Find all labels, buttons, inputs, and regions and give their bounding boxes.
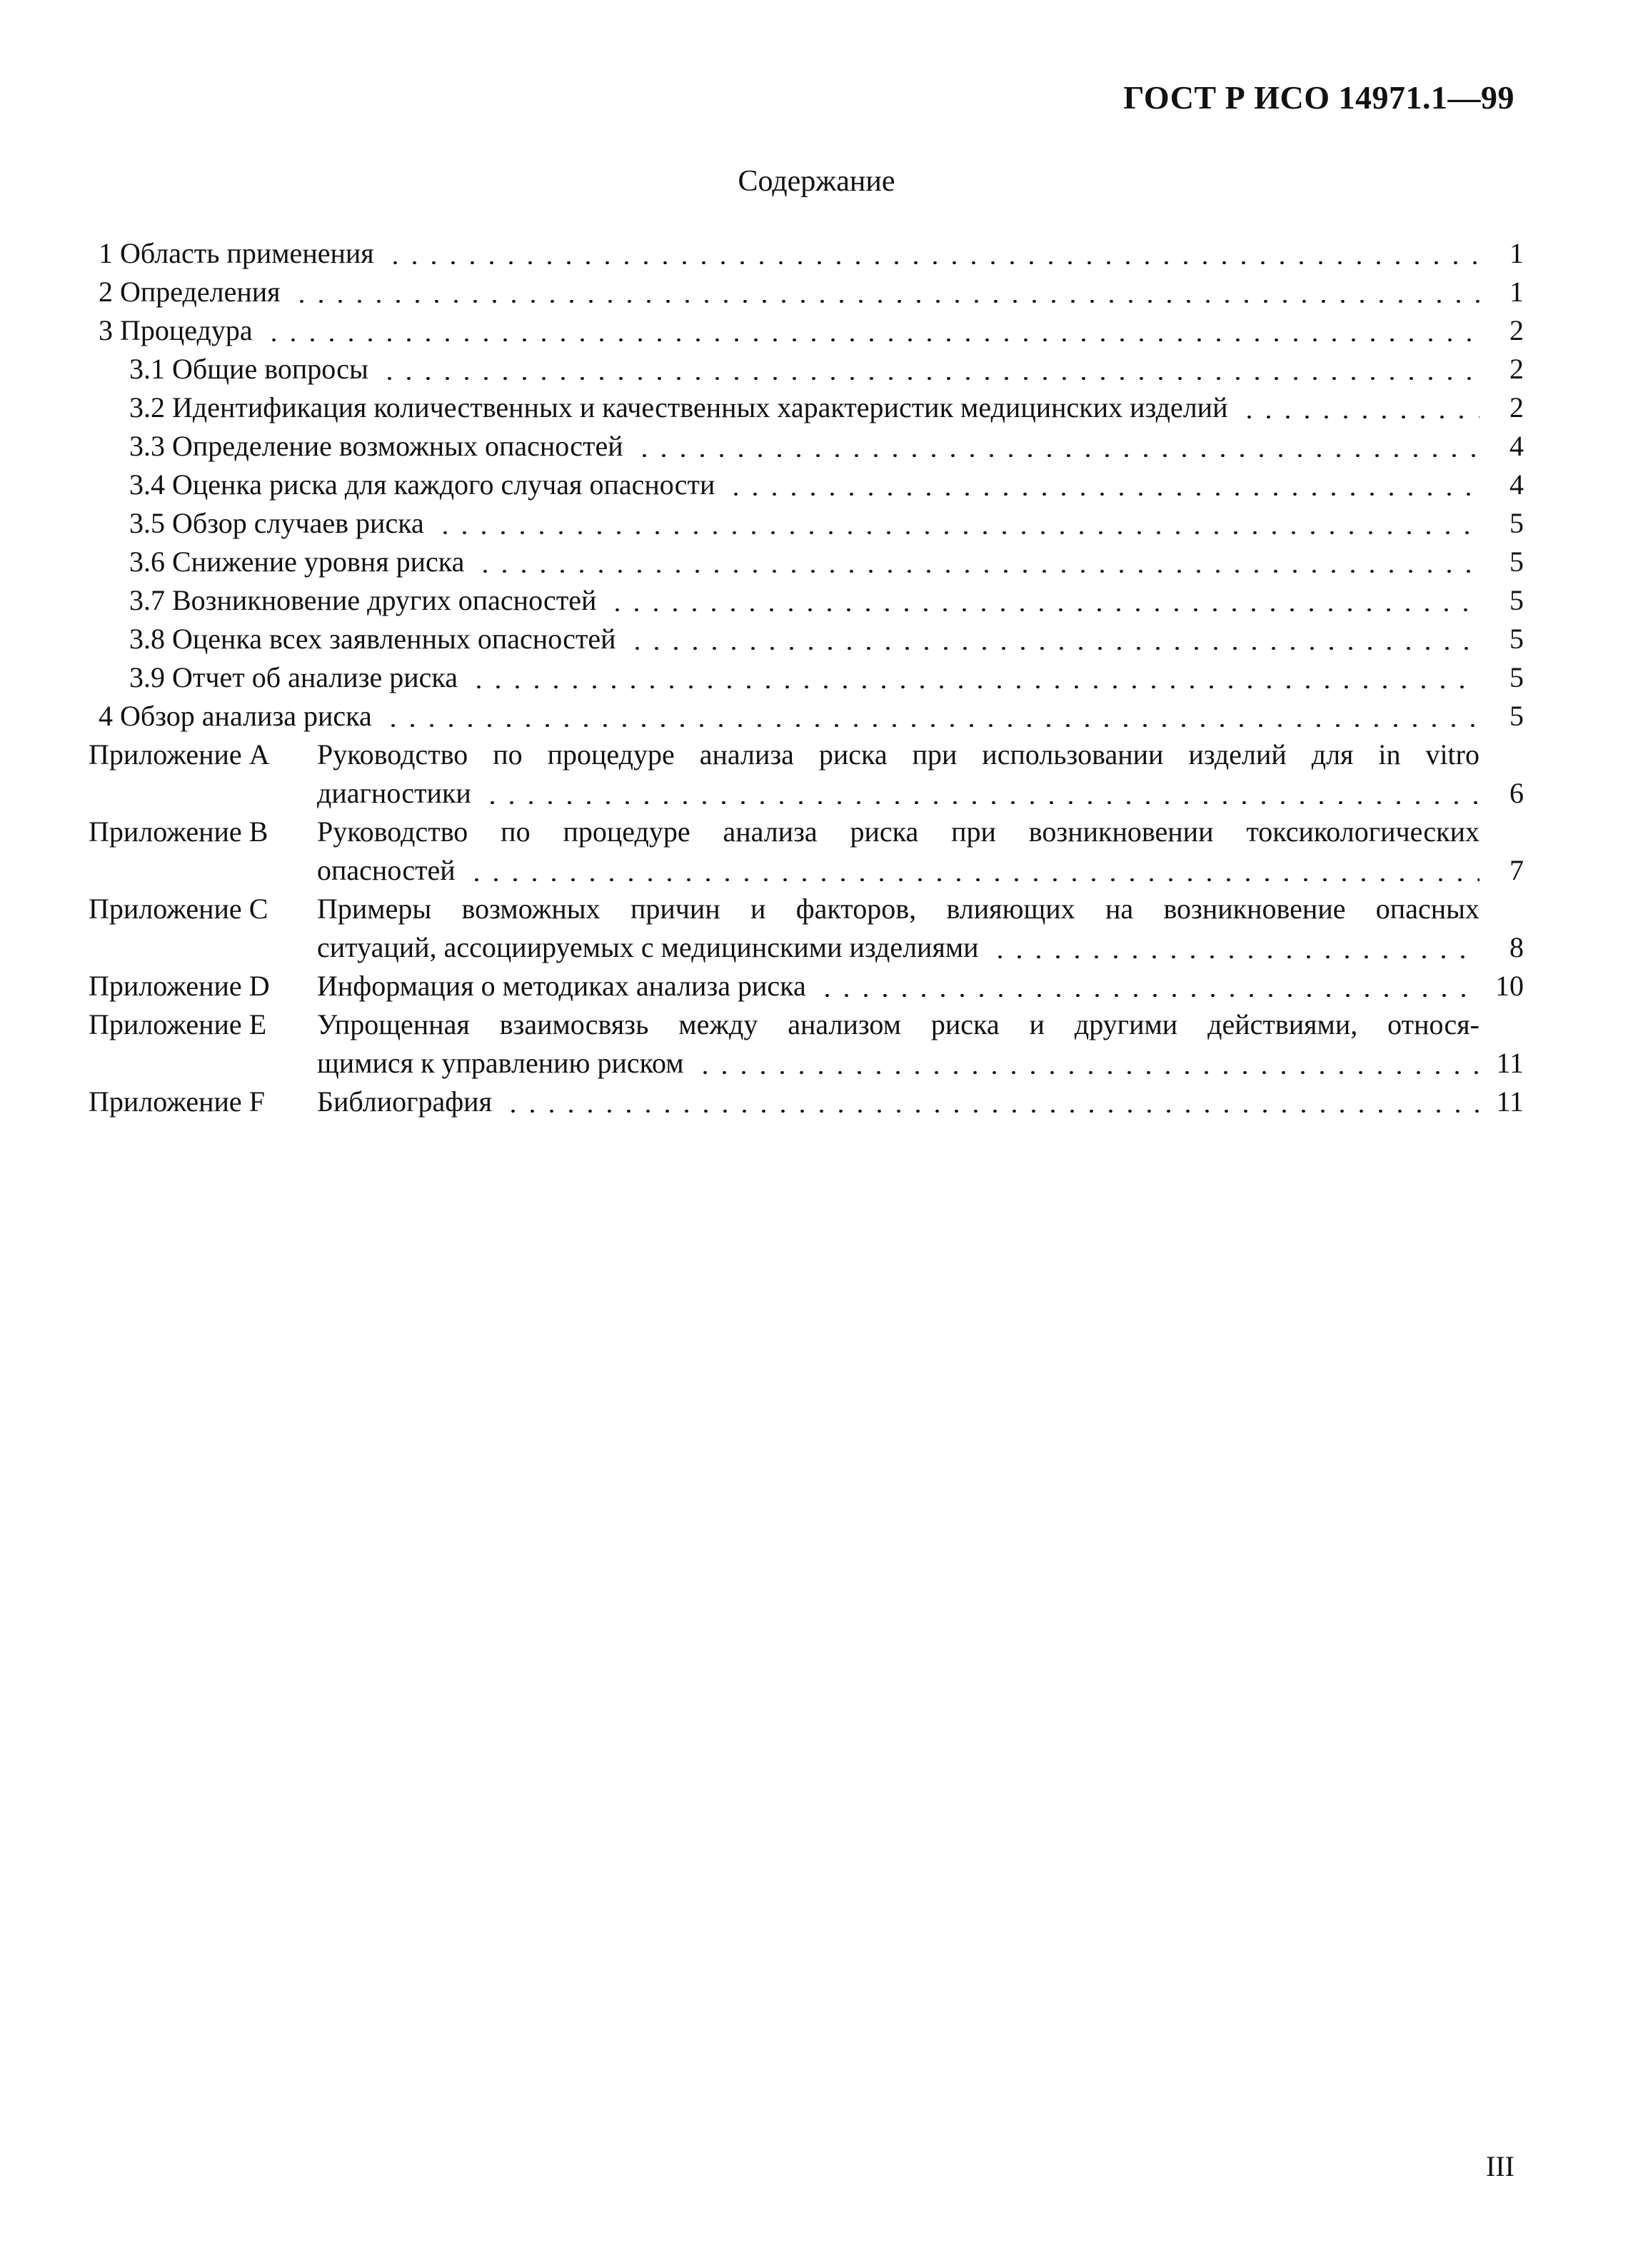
toc-entry-page: 5 <box>1509 507 1524 539</box>
toc-entry-page: 5 <box>1509 623 1524 655</box>
appendix-label: Приложение Е <box>89 1008 267 1040</box>
toc-entry-page: 2 <box>1509 391 1524 423</box>
toc-entry-page: 8 <box>1509 931 1524 963</box>
appendix-title-line2: диагностики <box>317 777 471 809</box>
toc-entry-title: 3.4 Оценка риска для каждого случая опасности <box>129 468 715 501</box>
dot-leader <box>695 1071 1479 1074</box>
dot-leader <box>628 647 1479 650</box>
appendix-label: Приложение F <box>89 1085 265 1118</box>
toc-entry-title: 3.2 Идентификация количественных и качественных характеристик медицинских изделий <box>129 391 1228 423</box>
toc-appendix-e[interactable] <box>89 1005 1524 1083</box>
toc-entry-page: 5 <box>1509 546 1524 578</box>
dot-leader <box>469 686 1479 688</box>
toc-entry-title: Определения <box>120 276 281 308</box>
appendix-title: Информация о методиках анализа риска <box>317 970 806 1002</box>
toc-entry-3-8[interactable] <box>89 620 1524 658</box>
toc-entry-1[interactable] <box>89 234 1524 273</box>
toc-entry-page: 1 <box>1509 237 1524 269</box>
appendix-title-line2: опасностей <box>317 854 456 886</box>
toc-entry-page: 5 <box>1509 584 1524 616</box>
toc-entry-title: 3.6 Снижение уровня риска <box>129 546 465 578</box>
dot-leader <box>1240 416 1480 418</box>
appendix-title-line2: щимися к управлению риском <box>317 1047 684 1079</box>
toc-entry-title: 3.8 Оценка всех заявленных опасностей <box>129 623 616 655</box>
toc-entry-title: 3.5 Обзор случаев риска <box>129 507 424 539</box>
toc-entry-page: 2 <box>1509 314 1524 346</box>
toc-appendix-a[interactable] <box>89 736 1524 813</box>
dot-leader <box>635 454 1479 457</box>
toc-entry-title: 3.7 Возникновение других опасностей <box>129 584 597 616</box>
toc-entry-number: 3 <box>99 314 113 346</box>
page-number: III <box>1486 2150 1514 2182</box>
dot-leader <box>380 377 1479 380</box>
toc-entry-3-3[interactable] <box>89 427 1524 466</box>
appendix-label: Приложение С <box>89 893 268 925</box>
toc-appendix-d[interactable] <box>89 967 1524 1005</box>
toc-entry-number: 2 <box>99 276 113 308</box>
toc-entry-3-9[interactable] <box>89 658 1524 697</box>
toc-entry-3-7[interactable] <box>89 581 1524 620</box>
toc-entry-page: 2 <box>1509 353 1524 385</box>
toc-entry-title: 3.1 Общие вопросы <box>129 353 368 385</box>
appendix-label: Приложение В <box>89 816 268 848</box>
toc-entry-4[interactable] <box>89 697 1524 736</box>
toc-entry-page: 11 <box>1496 1047 1524 1079</box>
dot-leader <box>383 724 1479 727</box>
appendix-title-line1: Руководство по процедуре анализа риска при использовании изделий для in vitro <box>317 738 1479 771</box>
dot-leader <box>818 994 1479 997</box>
dot-leader <box>608 608 1479 611</box>
toc-entry-title: 3.3 Определение возможных опасностей <box>129 430 623 462</box>
toc-entry-page: 4 <box>1509 430 1524 462</box>
dot-leader <box>726 493 1479 496</box>
appendix-label: Приложение D <box>89 970 270 1002</box>
toc-entry-page: 4 <box>1509 468 1524 501</box>
dot-leader <box>264 338 1479 341</box>
toc-entry-page: 5 <box>1509 700 1524 732</box>
toc-entry-2[interactable] <box>89 273 1524 311</box>
toc-appendix-c[interactable] <box>89 890 1524 967</box>
toc-entry-title: Область применения <box>120 237 374 269</box>
toc-entry-title: Процедура <box>120 314 253 346</box>
toc-entry-number: 4 <box>99 700 113 732</box>
dot-leader <box>436 531 1479 534</box>
dot-leader <box>467 878 1479 881</box>
appendix-title-line1: Упрощенная взаимосвязь между анализом риска и другими действиями, относя- <box>317 1008 1479 1040</box>
dot-leader <box>292 300 1479 303</box>
appendix-title-line2: ситуаций, ассоциируемых с медицинскими изделиями <box>317 931 979 963</box>
toc-entry-title: 3.9 Отчет об анализе риска <box>129 661 458 693</box>
toc-entry-page: 5 <box>1509 661 1524 693</box>
toc-entry-3-1[interactable] <box>89 350 1524 388</box>
dot-leader <box>483 801 1479 804</box>
toc-entry-page: 10 <box>1495 970 1524 1002</box>
toc-entry-3-4[interactable] <box>89 466 1524 504</box>
dot-leader <box>386 261 1479 264</box>
toc-appendix-b[interactable] <box>89 813 1524 890</box>
dot-leader <box>503 1110 1479 1113</box>
toc-entry-page: 6 <box>1509 777 1524 809</box>
appendix-title: Библиография <box>317 1085 492 1118</box>
toc-entry-page: 7 <box>1509 854 1524 886</box>
appendix-title-line1: Примеры возможных причин и факторов, влияющих на возникновение опасных <box>317 893 1479 925</box>
toc-entry-3[interactable] <box>89 311 1524 350</box>
toc-appendix-f[interactable] <box>89 1083 1524 1121</box>
toc-entry-title: Обзор анализа риска <box>120 700 372 732</box>
toc-entry-3-5[interactable] <box>89 504 1524 543</box>
toc-entry-3-6[interactable] <box>89 543 1524 581</box>
toc-entry-number: 1 <box>99 237 113 269</box>
dot-leader <box>476 570 1479 573</box>
dot-leader <box>990 955 1479 958</box>
toc-title: Содержание <box>738 165 895 198</box>
document-code-header: ГОСТ Р ИСО 14971.1—99 <box>1123 79 1514 116</box>
toc-entry-page: 1 <box>1509 276 1524 308</box>
toc-entry-3-2[interactable] <box>89 388 1524 427</box>
appendix-label: Приложение А <box>89 738 270 771</box>
appendix-title-line1: Руководство по процедуре анализа риска при возникновении токсикологических <box>317 816 1479 848</box>
table-of-contents <box>89 234 1524 1121</box>
toc-entry-page: 11 <box>1496 1085 1524 1118</box>
